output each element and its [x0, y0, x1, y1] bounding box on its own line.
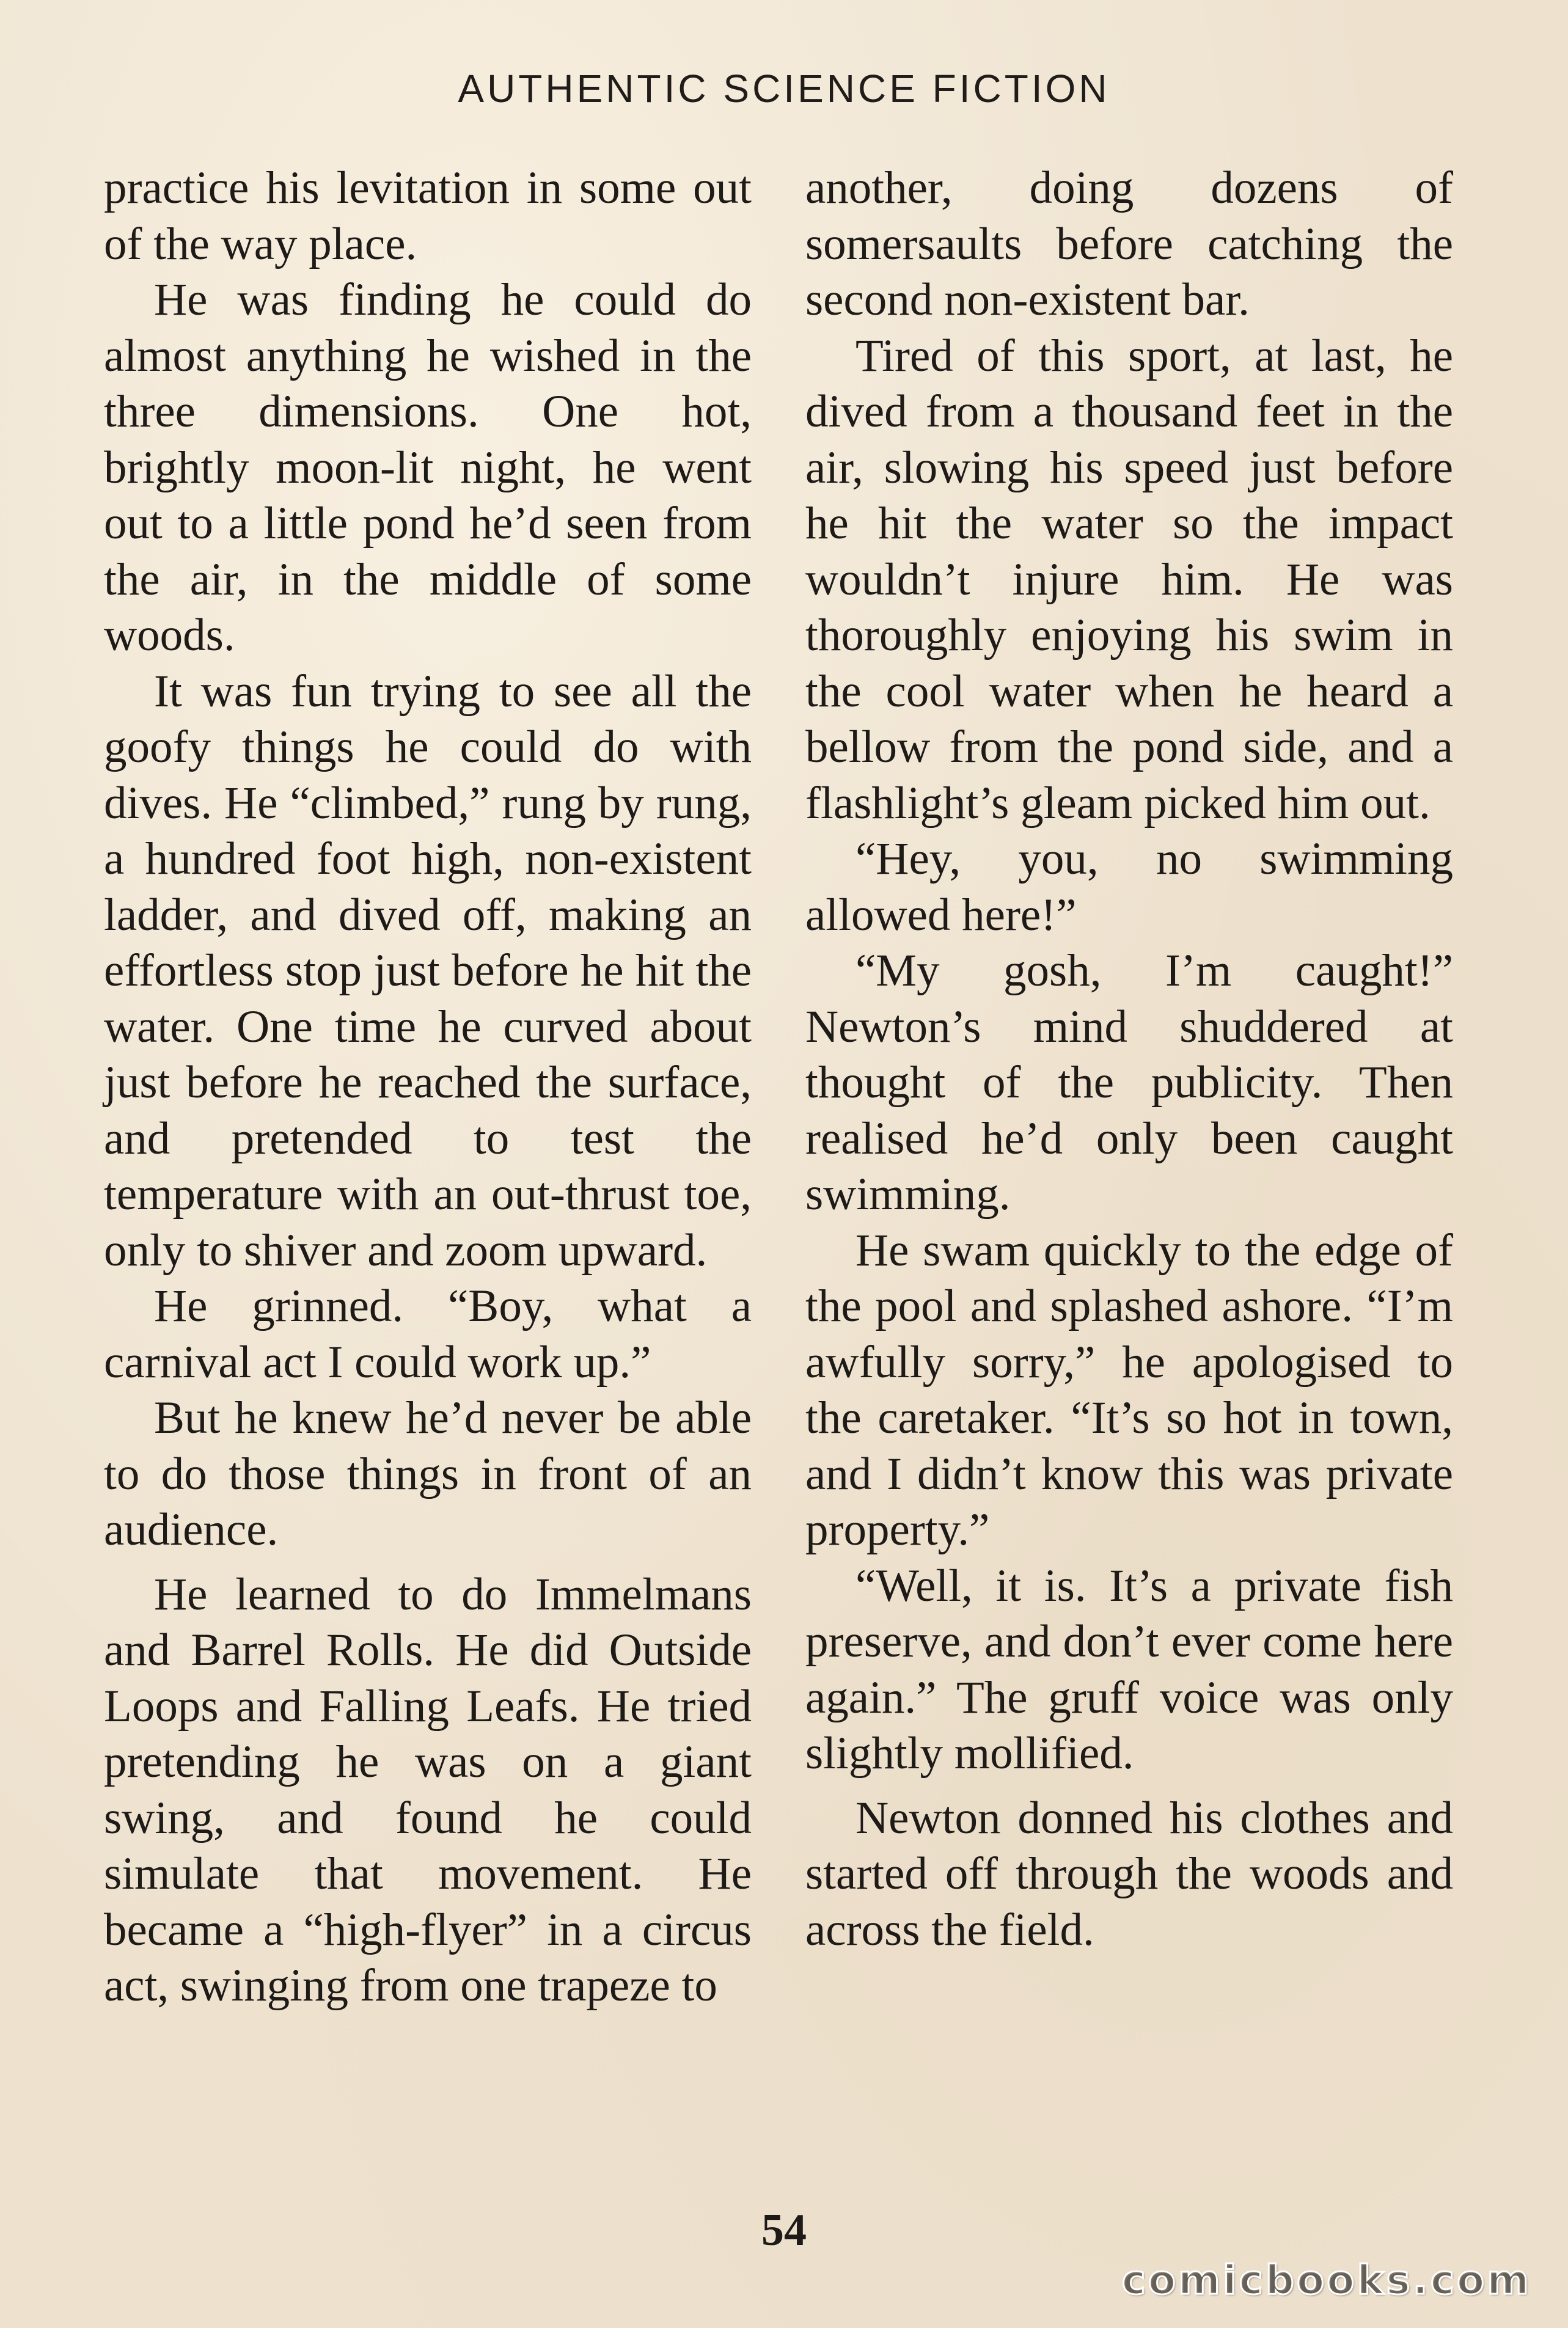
- running-header: AUTHENTIC SCIENCE FICTION: [458, 67, 1110, 111]
- paragraph: It was fun trying to see all the goofy things he could do with dives. He “climbed,” rung by rung, a hundred foot high, non-existent ladder, and dived off, making an effortless stop just before he hit the water. One time he curved about just before he reached the surface, and pretended to test the temperature with an out-thrust toe, only to shiver and zoom upward.: [104, 665, 752, 1276]
- paragraph: “Hey, you, no swimming allowed here!”: [805, 833, 1453, 940]
- page-number: 54: [761, 2205, 807, 2255]
- paragraph: He grinned. “Boy, what a carnival act I could work up.”: [104, 1281, 752, 1388]
- paragraph: another, doing dozens of somersaults before catching the second non-existent bar.: [805, 163, 1453, 325]
- paragraph: He was finding he could do almost anything he wished in the three dimensions. One hot, brightly moon-lit night, he went out to a little pond he’d seen from the air, in the middle of some woods.: [104, 274, 752, 661]
- watermark: comicbooks.com: [1121, 2257, 1531, 2304]
- paragraph: Tired of this sport, at last, he dived from a thousand feet in the air, slowing his speed just before he hit the water so the impact wouldn’t injure him. He was thoroughly enjoying his swim in the cool water when he heard a bellow from the pond side, and a flashlight’s gleam picked him out.: [805, 330, 1453, 829]
- paragraph: He swam quickly to the edge of the pool and splashed ashore. “I’m awfully sorry,” he apologised to the caretaker. “It’s so hot in town, and I didn’t know this was private property.”: [805, 1224, 1453, 1555]
- paragraph: practice his levitation in some out of the way place.: [104, 163, 752, 269]
- paragraph: “My gosh, I’m caught!” Newton’s mind shuddered at thought of the publicity. Then realised he’d only been caught swimming.: [805, 945, 1453, 1220]
- paragraph: But he knew he’d never be able to do those things in front of an audience.: [104, 1393, 752, 1555]
- paragraph: He learned to do Immelmans and Barrel Rolls. He did Outside Loops and Falling Leafs. He tried pretending he was on a giant swing, and found he could simulate that movement. He became a “high-flyer” in a circus act, swinging from one trapeze to: [104, 1568, 752, 2011]
- right-text-column: [805, 160, 1453, 1958]
- paragraph: “Well, it is. It’s a private fish preserve, and don’t ever come here again.” The gruff voice was only slightly mollified.: [805, 1560, 1453, 1779]
- left-text-column: [104, 160, 752, 2014]
- paragraph: Newton donned his clothes and started off through the woods and across the field.: [805, 1792, 1453, 1955]
